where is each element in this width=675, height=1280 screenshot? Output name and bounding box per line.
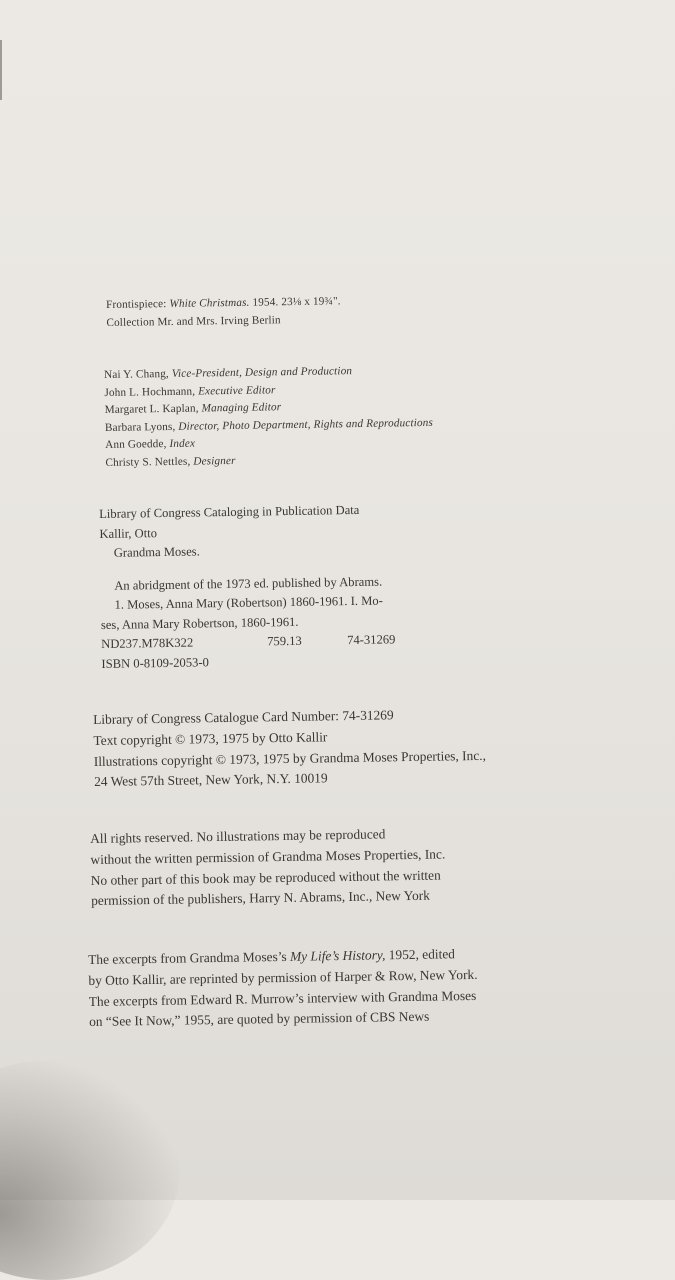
credit-role: Managing Editor [201, 401, 282, 415]
frontispiece-details: 1954. 23⅛ x 19¾". [249, 295, 341, 309]
cip-dewey: 759.13 [267, 633, 302, 649]
credit-name: Margaret L. Kaplan, [104, 402, 202, 416]
frontispiece-collection: Collection Mr. and Mrs. Irving Berlin [106, 313, 281, 329]
frontispiece-caption [106, 293, 341, 332]
excerpts-notice [88, 944, 478, 1033]
excerpts-line: The excerpts from Edward R. Murrow’s interview with Grandma Moses [88, 987, 477, 1009]
cip-note: An abridgment of the 1973 ed. published by Abrams. [114, 574, 383, 593]
credit-role: Vice-President, Design and Production [171, 365, 353, 380]
hand-shadow [0, 1060, 180, 1280]
excerpts-line: by Otto Kallir, are reprinted by permission of Harper & Row, New York. [88, 966, 478, 988]
credit-role: Director, Photo Department, Rights and Reproductions [178, 416, 434, 433]
cip-author: Kallir, Otto [99, 525, 158, 541]
rights-line: No other part of this book may be reproduced without the written [90, 867, 441, 888]
frontispiece-line [106, 293, 341, 314]
rights-line: without the written permission of Grandma Moses Properties, Inc. [90, 846, 446, 867]
credit-role: Designer [193, 454, 236, 468]
page-edge-mark [0, 40, 2, 100]
credit-name: John L. Hochmann, [104, 385, 199, 399]
credit-role: Executive Editor [198, 383, 276, 398]
copyright-line: 24 West 57th Street, New York, N.Y. 10019 [94, 770, 328, 790]
staff-credits [104, 362, 434, 472]
copyright-line: Illustrations copyright © 1973, 1975 by Grandma Moses Properties, Inc., [93, 747, 486, 769]
cip-isbn: ISBN 0-8109-2053-0 [101, 654, 209, 671]
rights-line: permission of the publishers, Harry N. Abrams, Inc., New York [91, 888, 431, 909]
excerpts-book-title: My Life’s History, [289, 947, 386, 964]
copyright-line: Library of Congress Catalogue Card Number: 74-31269 [93, 707, 394, 727]
cip-heading: Library of Congress Cataloging in Publication Data [99, 502, 360, 521]
frontispiece-title: White Christmas. [169, 296, 250, 311]
rights-notice [90, 823, 446, 912]
credit-name: Nai Y. Chang, [104, 367, 172, 381]
excerpts-text: 1952, edited [385, 946, 456, 963]
credit-name: Barbara Lyons, [104, 420, 179, 434]
excerpts-text: The excerpts from Grandma Moses’s [88, 948, 291, 967]
cip-data [99, 500, 396, 674]
frontispiece-prefix: Frontispiece: [106, 298, 170, 311]
cip-subject-line: 1. Moses, Anna Mary (Robertson) 1860-1961. I. Mo- [114, 593, 383, 612]
cip-title: Grandma Moses. [113, 544, 200, 560]
excerpts-line: on “See It Now,” 1955, are quoted by permission of CBS News [89, 1009, 430, 1030]
cip-call-number: ND237.M78K322 [101, 635, 194, 651]
cip-lccn: 74-31269 [347, 632, 396, 648]
credit-name: Christy S. Nettles, [105, 455, 194, 469]
cip-subject-line: ses, Anna Mary Robertson, 1860-1961. [100, 614, 299, 632]
copyright-notice [93, 704, 486, 793]
rights-line: All rights reserved. No illustrations may be reproduced [90, 826, 386, 846]
copyright-line: Text copyright © 1973, 1975 by Otto Kallir [93, 729, 328, 748]
credit-name: Ann Goedde, [105, 437, 170, 451]
credit-role: Index [169, 437, 196, 450]
